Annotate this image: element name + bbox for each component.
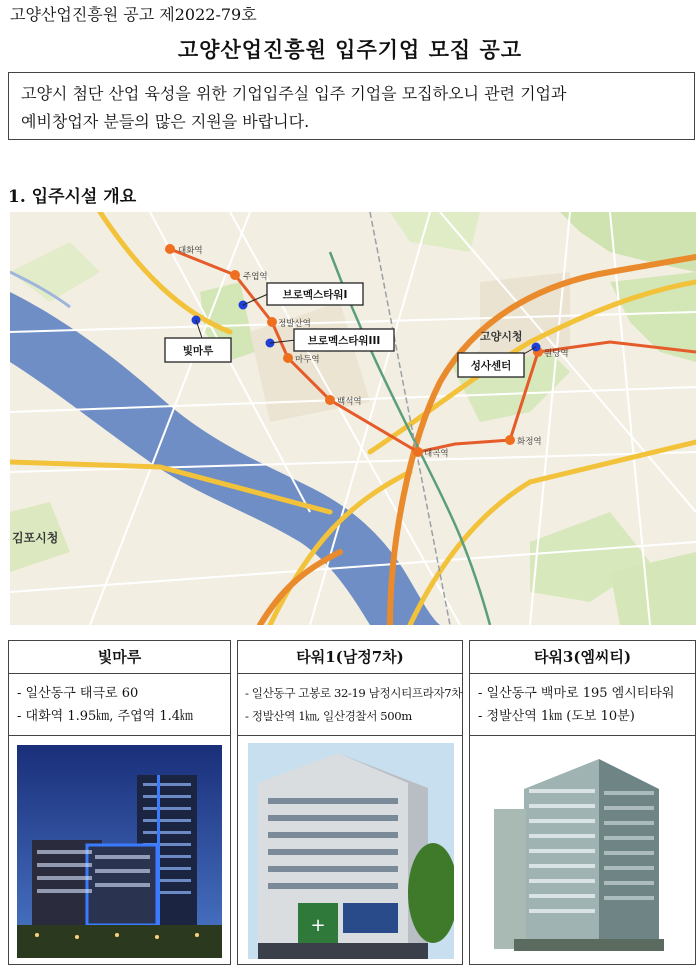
- station-marker: [283, 353, 293, 363]
- station-label-baekseok: 백석역: [337, 397, 362, 407]
- section-heading-facilities: 1. 입주시설 개요: [8, 187, 137, 207]
- facility-name: 빛마루: [9, 641, 230, 674]
- document-title: 고양산업진흥원 입주기업 모집 공고: [177, 37, 523, 62]
- svg-text:+: +: [310, 915, 326, 936]
- station-marker: [505, 435, 515, 445]
- station-label-madu: 마두역: [295, 355, 320, 365]
- facility-photo-tower3: [470, 737, 695, 964]
- location-map: [10, 212, 696, 625]
- facility-name: 타워3(엠씨티): [470, 641, 695, 674]
- place-label-goyang-cityhall: 고양시청: [480, 330, 523, 343]
- facility-photo-tower1: [238, 737, 462, 964]
- station-marker: [413, 447, 423, 457]
- document-number: 고양산업진흥원 공고 제2022-79호: [10, 5, 257, 24]
- facility-address: - 일산동구 백마로 195 엠시티타워: [478, 686, 675, 701]
- place-label-gimpo-cityhall: 김포시청: [12, 531, 59, 545]
- facility-photo-bitmaru: [9, 737, 230, 964]
- facility-access: - 대화역 1.95㎞, 주엽역 1.4㎞: [17, 709, 194, 724]
- station-label-wondang: 원당역: [544, 349, 569, 359]
- station-label-jeongbalsan: 정발산역: [278, 319, 311, 329]
- intro-box: [8, 72, 695, 140]
- station-label-daegok: 대곡역: [424, 449, 449, 459]
- intro-line-2: 예비창업자 분들의 많은 지원을 바랍니다.: [21, 112, 310, 131]
- facility-address: - 일산동구 태극로 60: [17, 686, 139, 701]
- facility-details: [470, 674, 695, 736]
- facility-address: - 일산동구 고봉로 32-19 남정시티프라자7차: [245, 686, 463, 700]
- callout-protecs3: 브로멕스타워III: [307, 335, 381, 347]
- station-marker: [165, 244, 175, 254]
- station-label-juyeop: 주엽역: [243, 272, 268, 282]
- station-label-daehwa: 대화역: [178, 246, 203, 256]
- callout-protecs1: 브로멕스타워I: [282, 289, 348, 301]
- facility-card-tower3: [469, 640, 696, 965]
- facility-access: - 정발산역 1㎞, 일산경찰서 500m: [245, 709, 412, 723]
- intro-line-1: 고양시 첨단 산업 육성을 위한 기업입주실 입주 기업을 모집하오니 관련 기업과: [21, 84, 567, 103]
- station-marker: [325, 395, 335, 405]
- facility-access: - 정발산역 1㎞ (도보 10분): [478, 709, 635, 724]
- station-label-hwajeong: 화정역: [517, 437, 542, 447]
- callout-seongsa: 성사센터: [470, 360, 512, 372]
- callout-bitmaru: 빛마루: [182, 345, 214, 357]
- station-marker: [230, 270, 240, 280]
- facility-name: 타워1(남정7차): [238, 641, 462, 674]
- facility-card-tower1: [237, 640, 463, 965]
- facility-card-bitmaru: [8, 640, 231, 965]
- station-marker: [267, 317, 277, 327]
- facility-details: [9, 674, 230, 736]
- facility-details: [238, 674, 462, 736]
